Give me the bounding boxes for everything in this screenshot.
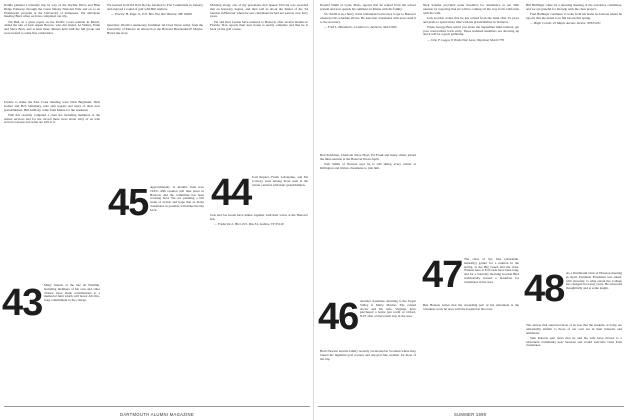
class-number-45: 45 xyxy=(108,186,149,224)
attribution: — Fred L. Heimbach, 24 Allen Ln, Amherst, MA 01002 xyxy=(324,24,397,29)
column-4c xyxy=(320,350,416,406)
paragraph: Bill Hullinger came for a morning meeting of the executive committee, and we are grateful for his help with the class project. xyxy=(526,4,622,11)
attribution: — Proctor H. Page Jr., P.O. Box 594, Bar Harbor, ME 04609 xyxy=(111,12,192,16)
paragraph: Vic Smith is in a hurry in his retirement but he tries to get to Hanover whenever his schedule allows. He asks that classmates with news send it to the secretary. xyxy=(320,12,416,24)
attribution: — Frederick L. Hier, P.O. Box 34, Ludlow, VT 05149 xyxy=(214,222,284,226)
paragraph: Nick Sandler provided some incentive for attendance at our 50th reunion by reporting that he will be coming all the way from California with his wife. xyxy=(423,4,519,15)
paragraph: We learned from Ed Roll that he traveled to Fort Lauderdale in January and enjoyed a round of golf with Bill Andrew. xyxy=(107,4,203,11)
paragraph: Sid Bell, in a great report on the Pacific Coast reunion in March, added the tale of Jack Aspen Bowen, who did attend, Al Sidney, Ernie and Steve Bern, and at least three dinners held with the full group and were treated to some fine celebration. xyxy=(4,19,100,35)
paragraph: The answer that surprised most of us was that the students of today are remarkably similar to those of our own era in their interests and ambitions. xyxy=(526,324,622,335)
class-number-46: 46 xyxy=(318,296,359,338)
column-6-48-intro xyxy=(566,272,622,322)
paragraph: Pat and Don Cearne have returned to Hanover after several months in Florida; Don reports their new house is nearly complete and that he is back on the golf course. xyxy=(210,19,308,31)
paragraph: The class of the fine (aftermath, naturally) gather for a reunion in the spring, at the Big Green and the class. Winters here at Ed Leeds have been long, and for a Saturday morning Gordon Bird traditionally hosted a breakfast for classmates in the area. xyxy=(464,258,519,284)
paragraph: Jack and Joe Green have dinner together with their wives at the Hanover Inn. xyxy=(210,214,308,221)
column-3b xyxy=(210,214,308,406)
paragraph: Donald Smith of Lynn, Mass. reports that he retired from the school system and now spends his summers in Maine with his family. xyxy=(320,4,416,11)
column-2-45-intro xyxy=(150,186,204,226)
column-4 xyxy=(320,4,416,154)
class-number-43: 43 xyxy=(2,282,43,324)
footer-rule xyxy=(318,406,624,407)
paragraph: Herb Newton and his family recently vacationed in Scotland where they toured the highland golf courses and enjoyed fine weather for most of the trip. xyxy=(320,350,416,361)
paragraph: Jack Gordon writes that he has retired from the bank after 35 years and plans to spend more time with his grandchildren in Vermont. xyxy=(423,15,519,24)
paragraph: Sam Roberts sent news that he and his wife have moved to a retirement community near Sarasota and would welcome visits from classmates. xyxy=(526,335,622,348)
footer-magazine-title: DARTMOUTH ALUMNI MAGAZINE xyxy=(120,412,194,417)
class-number-44: 44 xyxy=(211,172,252,214)
paragraph: Ben Hanson writes that the rewarding part of his retirement is the volunteer work he does with the hospital in his town. xyxy=(423,304,519,311)
paragraph: Bob Pearlman, Charlotte Steve Hoyt, Ed Foulk and many others joined the mini-reunion at the Hanover Inn in April. xyxy=(320,154,416,161)
column-6b xyxy=(526,324,622,406)
paragraph: As a Dartmouth Club of Houston meeting in April, President Freedman was asked, with sincerity, to what extent the College has changed in twenty years. He answered thoughtfully and at some length. xyxy=(566,272,622,290)
attribution: — Hugh Cronin, 45 Maple Avenue, Keene, NH 03431 xyxy=(530,21,601,25)
paragraph: Morning along, one of my pen-mates that Queen Victoria was awarded that an honorary degree, and then told us about the dinner of the '44 reunion in Hanover where he saw classmates he had not seen in over forty years. xyxy=(210,4,308,19)
paragraph: Approximately 11 months from now 1945's 45th reunion will take place in Hanover and the committee has been working hard. We are planning a full week of events and hope that as many classmates as possible will make the trip back. xyxy=(150,186,204,212)
paragraph: Walt has recently compiled a class list including members of the armed services and for the record there were about sixty of us who served overseas and some are still at it. xyxy=(4,112,100,125)
class-45-block xyxy=(108,186,204,386)
paragraph: When George Bart writes you about the September mini-reunion, get your reservations back early. Three hundred members are showing up and it will be a great gathering. xyxy=(423,24,519,37)
column-4-46-intro xyxy=(360,300,416,348)
paragraph: Question: Would a reunionary freshman '44 Class Notes writer from the University of Mexico be allowed on the Harvard Bicentennial? Maybe. Here's the story. xyxy=(107,23,203,35)
paragraph: Tom Smith of Newton says he is still skiing every winter at Killington and invites classmates to join him. xyxy=(320,162,416,170)
column-5b xyxy=(423,304,519,406)
column-5 xyxy=(423,4,519,254)
class-number-48: 48 xyxy=(524,268,565,310)
footer-rule xyxy=(4,406,310,407)
column-1b xyxy=(44,284,100,406)
paragraph: Unable to make the East Coast meeting were Dick Bugbaum, Dick Gelber and Bob Sainsbury, who sent regrets and news of their new grandchildren. Bill Anthony came from Maine for the weekend. xyxy=(4,100,100,112)
paragraph: Fred Hallinger continues to write from his home in Arizona where he reports that the desert is in full bloom this spring. xyxy=(526,12,622,20)
paragraph: Kathie planned a leisurely trip by way of the Skyline Drive and Blue Ridge Parkway, through the Great Smoky National Park and on to an Elderhostel program at the University of Tennessee. We anticipate meeting Bezz when we have completed our trip. xyxy=(4,4,100,19)
column-4b xyxy=(320,154,416,296)
column-5-47-intro xyxy=(464,258,519,302)
paragraph: Many friends of the late Al Winship, including members of his own and other classes, have made contributions to a memorial fund which will honor Al's life-long commitment to the college. xyxy=(44,284,100,302)
footer-issue: SUMMER 1990 xyxy=(454,412,487,417)
attribution: — John F. Leggo, 8 Timberline Lane, Wayland, MA 01778 xyxy=(427,37,504,42)
column-3 xyxy=(210,4,308,172)
column-6 xyxy=(526,4,622,254)
paragraph: Gail Rayner, Frank Lafontaine, and Pat Conway were among those seen at the winter carnival with their grandchildren. xyxy=(252,176,308,187)
class-number-47: 47 xyxy=(422,254,463,296)
column-3-intro xyxy=(252,176,308,212)
paragraph: Another classmate returning to the Upper Valley is Marty Marino. The retired doctor and his wife, Virginia, have purchased a home just north of Orford, N.H. after a brief rental stay in the area. xyxy=(360,300,416,318)
right-page xyxy=(314,0,628,420)
